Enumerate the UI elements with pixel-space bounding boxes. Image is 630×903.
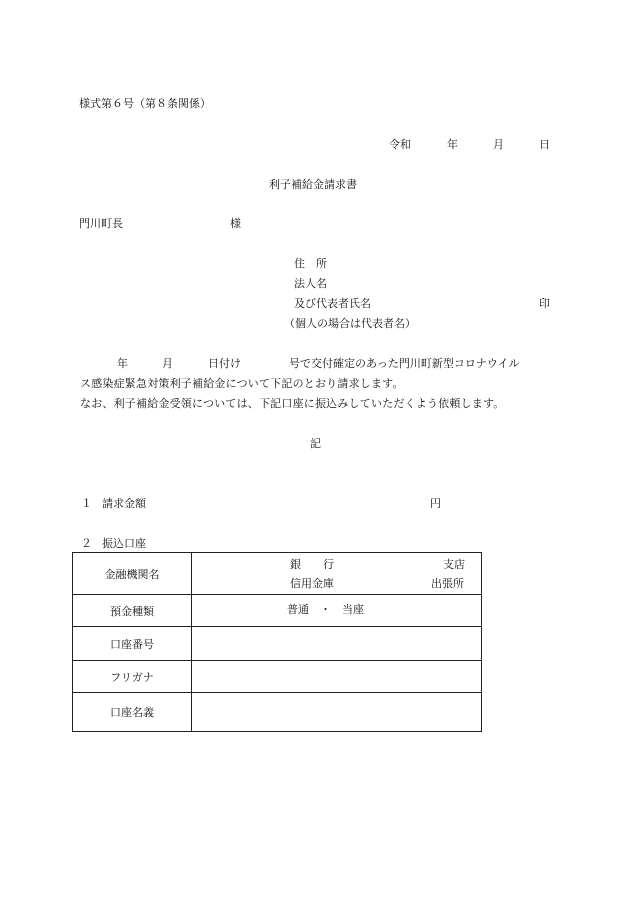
- individual-note: （個人の場合は代表者名）: [284, 317, 416, 330]
- date-year: 年: [447, 138, 458, 151]
- table-row: [73, 595, 482, 627]
- furigana-cell[interactable]: [192, 661, 482, 693]
- item2-number: ２: [81, 537, 92, 550]
- table-row: [73, 693, 482, 732]
- body-line3: なお、利子補給金受領については、下記口座に振込みしていただくよう依頼します。: [80, 397, 505, 410]
- account-table: [72, 552, 482, 732]
- table-row: [73, 553, 482, 595]
- table-row: [73, 661, 482, 693]
- body-day: 日付け: [208, 357, 241, 370]
- date-day: 日: [539, 138, 550, 151]
- document-title: 利子補給金請求書: [269, 178, 357, 191]
- addressee-honorific: 様: [230, 217, 241, 230]
- table-row: [73, 627, 482, 661]
- bank-type-credit-union: 信用金庫: [290, 577, 334, 590]
- bank-name-label: 金融機関名: [73, 553, 192, 595]
- ki-heading: 記: [310, 437, 321, 450]
- date-month: 月: [493, 138, 504, 151]
- bank-type-bank: 銀 行: [290, 558, 334, 571]
- account-number-cell[interactable]: [192, 627, 482, 661]
- furigana-label: フリガナ: [73, 661, 192, 693]
- account-number-label: 口座番号: [73, 627, 192, 661]
- bank-name-cell[interactable]: [192, 553, 482, 595]
- addressee-name: 門川町長: [79, 217, 123, 230]
- date-era: 令和: [389, 138, 411, 151]
- seal-mark: 印: [539, 297, 550, 310]
- body-month: 月: [162, 357, 173, 370]
- body-line1-rest: 号で交付確定のあった門川町新型コロナウイル: [289, 357, 520, 370]
- address-label: 住 所: [294, 257, 327, 270]
- body-year: 年: [117, 357, 128, 370]
- item1-unit: 円: [430, 497, 441, 510]
- account-holder-cell[interactable]: [192, 693, 482, 732]
- item2-label: 振込口座: [102, 537, 146, 550]
- branch-label: 支店: [443, 558, 465, 571]
- sub-branch-label: 出張所: [431, 577, 464, 590]
- representative-label: 及び代表者氏名: [294, 297, 371, 310]
- item1-number: １: [81, 497, 92, 510]
- deposit-type-cell[interactable]: [192, 595, 482, 627]
- corp-name-label: 法人名: [294, 277, 327, 290]
- item1-label: 請求金額: [102, 497, 146, 510]
- body-line2: ス感染症緊急対策利子補給金について下記のとおり請求します。: [80, 377, 404, 390]
- deposit-type-options: 普通 ・ 当座: [287, 603, 364, 616]
- account-holder-label: 口座名義: [73, 693, 192, 732]
- deposit-type-label: 預金種類: [73, 595, 192, 627]
- form-number: 様式第６号（第８条関係）: [79, 97, 211, 110]
